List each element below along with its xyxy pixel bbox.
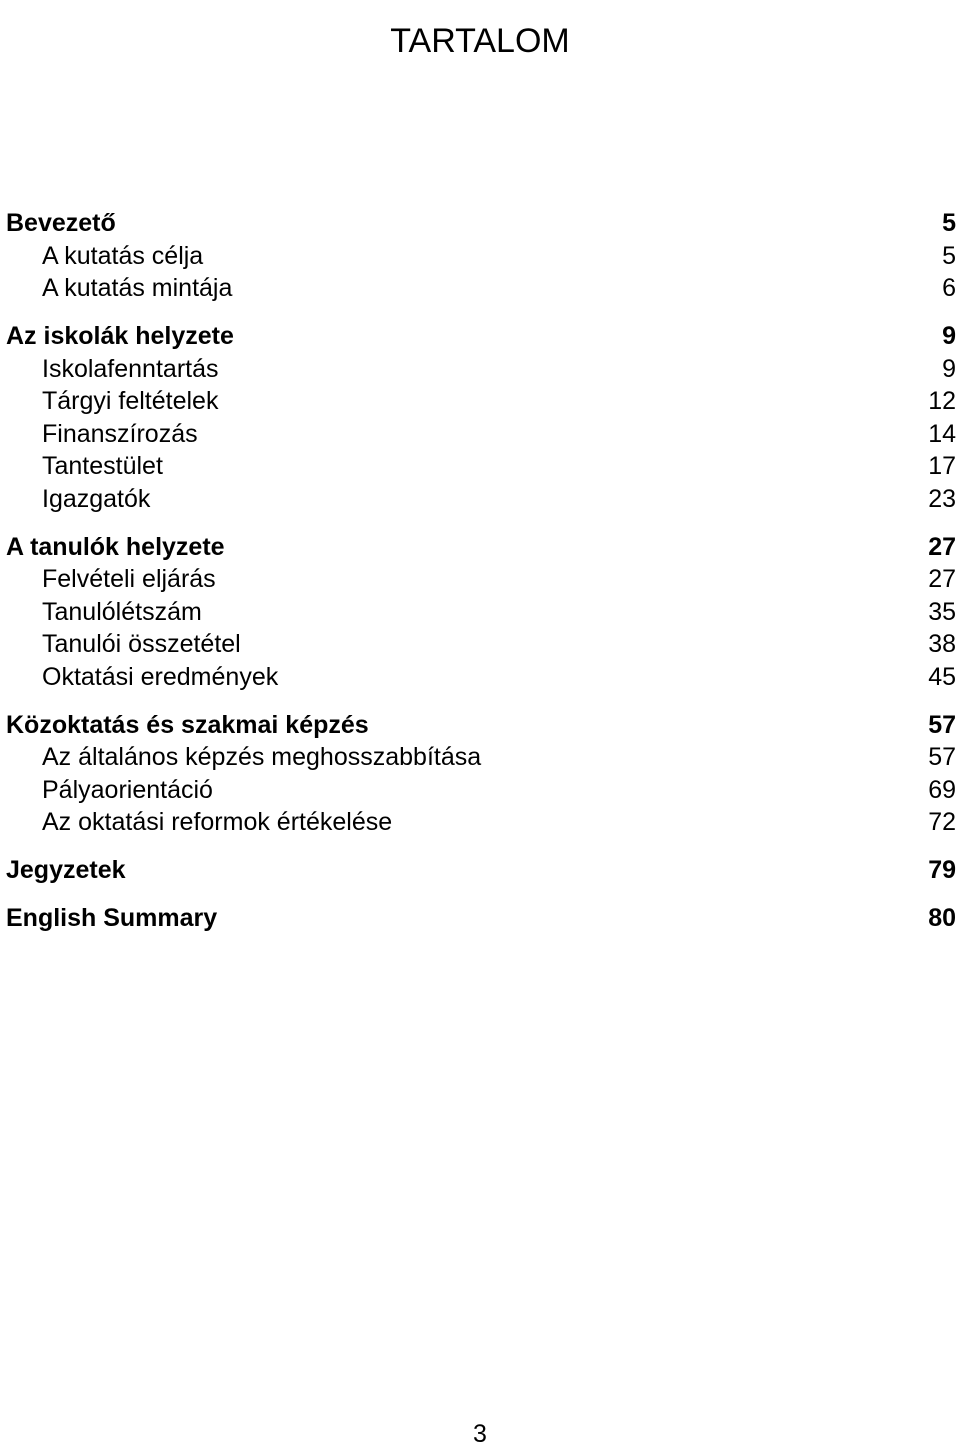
toc-entry-chapter[interactable]	[6, 709, 956, 742]
toc-entry-label: A tanulók helyzete	[6, 532, 225, 561]
toc-entry-section[interactable]	[6, 563, 956, 596]
toc-entry-label: Tanulói összetétel	[42, 630, 241, 658]
toc-entry-page: 23	[928, 484, 956, 513]
toc-entry-page: 38	[928, 630, 956, 658]
toc-entry-section[interactable]	[6, 596, 956, 629]
toc-entry-label: Iskolafenntartás	[42, 354, 219, 383]
toc-entry-chapter[interactable]	[6, 320, 956, 353]
table-of-contents	[6, 207, 956, 935]
toc-entry-section[interactable]	[6, 483, 956, 516]
toc-entry-page: 57	[928, 710, 956, 739]
toc-entry-label: A kutatás mintája	[42, 274, 233, 302]
page-title: TARTALOM	[390, 22, 570, 60]
toc-entry-label: Az iskolák helyzete	[6, 322, 234, 350]
toc-entry-label: Bevezető	[6, 209, 116, 237]
toc-entry-page: 35	[928, 597, 956, 626]
toc-entry-chapter[interactable]	[6, 902, 956, 935]
toc-entry-label: Pályaorientáció	[42, 775, 213, 804]
toc-entry-section[interactable]	[6, 806, 956, 839]
toc-entry-section[interactable]	[6, 450, 956, 483]
toc-entry-section[interactable]	[6, 240, 956, 273]
toc-entry-label: Az általános képzés meghosszabbítása	[42, 743, 482, 771]
toc-entry-label: Igazgatók	[42, 484, 151, 513]
toc-entry-page: 27	[928, 565, 956, 593]
toc-entry-page: 9	[942, 354, 956, 383]
toc-entry-label: Tárgyi feltételek	[42, 387, 219, 415]
toc-entry-label: Közoktatás és szakmai képzés	[6, 710, 369, 739]
toc-entry-label: Az oktatási reformok értékelése	[42, 808, 393, 836]
toc-entry-chapter[interactable]	[6, 854, 956, 887]
toc-entry-label: Finanszírozás	[42, 419, 198, 448]
toc-entry-page: 9	[942, 322, 956, 350]
toc-entry-section[interactable]	[6, 661, 956, 694]
toc-entry-section[interactable]	[6, 272, 956, 305]
toc-entry-chapter[interactable]	[6, 207, 956, 240]
toc-entry-label: Felvételi eljárás	[42, 565, 216, 593]
toc-entry-page: 69	[928, 775, 956, 804]
toc-entry-page: 5	[942, 209, 956, 237]
toc-entry-page: 6	[942, 274, 956, 302]
toc-entry-page: 80	[928, 904, 956, 932]
toc-entry-section[interactable]	[6, 628, 956, 661]
toc-entry-page: 79	[928, 856, 956, 884]
toc-entry-page: 12	[928, 387, 956, 415]
toc-entry-page: 27	[928, 532, 956, 561]
toc-entry-chapter[interactable]	[6, 531, 956, 564]
toc-entry-page: 14	[928, 419, 956, 448]
toc-entry-label: English Summary	[6, 904, 218, 932]
toc-entry-page: 17	[928, 452, 956, 480]
page-number: 3	[473, 1420, 487, 1448]
toc-entry-page: 5	[942, 241, 956, 270]
toc-entry-label: Jegyzetek	[6, 856, 126, 884]
toc-entry-section[interactable]	[6, 741, 956, 774]
toc-entry-section[interactable]	[6, 418, 956, 451]
toc-entry-label: A kutatás célja	[42, 241, 204, 270]
toc-entry-section[interactable]	[6, 774, 956, 807]
toc-entry-label: Oktatási eredmények	[42, 662, 279, 691]
toc-entry-page: 72	[928, 808, 956, 836]
toc-entry-label: Tantestület	[42, 452, 163, 480]
toc-entry-label: Tanulólétszám	[42, 597, 202, 626]
toc-entry-page: 57	[928, 743, 956, 771]
toc-entry-page: 45	[928, 662, 956, 691]
toc-entry-section[interactable]	[6, 353, 956, 386]
toc-entry-section[interactable]	[6, 385, 956, 418]
